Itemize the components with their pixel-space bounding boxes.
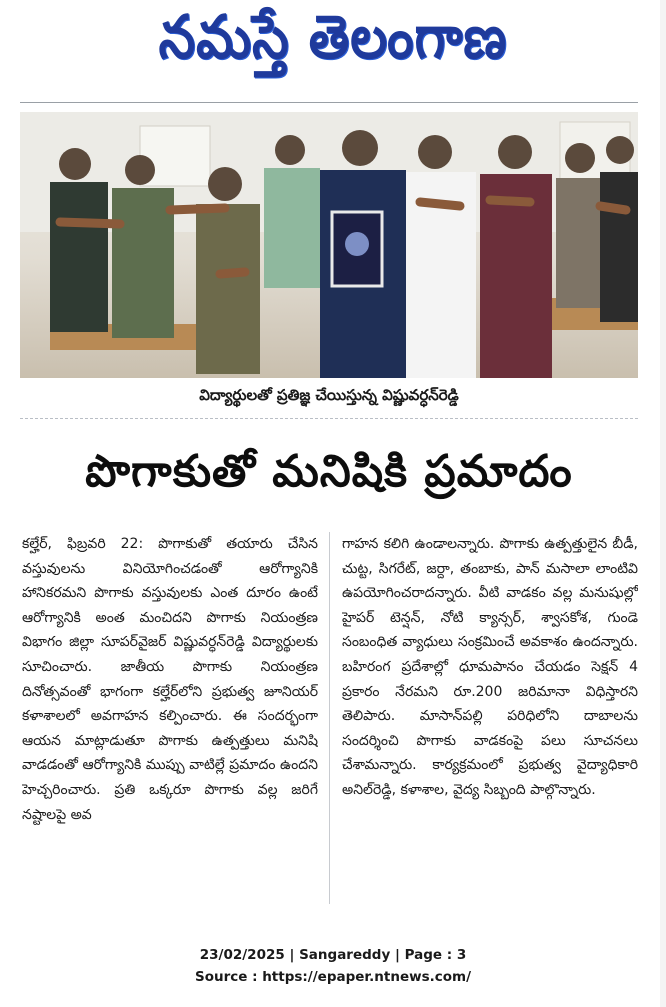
article-body: [22, 532, 638, 912]
news-photo: [20, 112, 638, 378]
masthead: [0, 4, 666, 86]
page-footer: [0, 944, 666, 988]
photo-caption: విద్యార్థులతో ప్రతిజ్ఞ చేయిస్తున్న విష్ణువర్ధన్‌రెడ్డి: [199, 386, 459, 404]
masthead-divider: [20, 102, 638, 103]
edition-info: 23/02/2025 | Sangareddy | Page : 3: [199, 947, 467, 963]
article-paragraph-left: కల్హేర్, ఫిబ్రవరి 22: పొగాకుతో తయారు చేసిన వస్తువులను వినియోగించడంతో ఆరోగ్యానికి హానికరమని పొగాకు వస్తువులకు ఎంత దూరం ఉంటే ఆరోగ్యానికి అంత మంచిదని పొగాకు నియంత్రణ విభాగం జిల్లా సూపర్‌వైజర్ విష్ణువర్ధన్‌రెడ్డి విద్యార్థులకు సూచించారు. జాతీయ పొగాకు నియంత్రణ దినోత్సవంతో భాగంగా కల్హేర్‌లోని ప్రభుత్వ జూనియర్ కళాశాలలో అవగాహన కల్పించారు. ఈ సందర్భంగా ఆయన మాట్లాడుతూ పొగాకు ఉత్పత్తులు మనిషి వాడడంతో ఆరోగ్యానికి ముప్పు వాటిల్లే ప్రమాదం ఉందని హెచ్చరించారు. ప్రతి ఒక్కరూ పొగాకు వల్ల జరిగే నష్టాలపై అవ: [22, 536, 318, 823]
article-column-right: [342, 532, 638, 912]
source-link[interactable]: Source : https://epaper.ntnews.com/: [194, 969, 472, 985]
article-paragraph-right: గాహన కలిగి ఉండాలన్నారు. పొగాకు ఉత్పత్తులైన బీడీ, చుట్ట, సిగరేట్, జర్దా, తంబాకు, పాన్ మసాలా లాంటివి ఉపయోగించరాదన్నారు. వీటి వాడకం వల్ల మనుషుల్లో హైపర్ టెన్షన్, నోటి క్యాన్సర్, శ్వాసకోశ, గుండె సంబంధిత వ్యాధులు సంక్రమించే అవకాశం ఉందన్నారు. బహిరంగ ప్రదేశాల్లో ధూమపానం చేయడం సెక్షన్ 4 ప్రకారం నేరమని రూ.200 జరిమానా విధిస్తారని తెలిపారు. మాసాన్‌పల్లి పరిధిలోని దాబాలను సందర్శించి పొగాకు వాడకంపై పలు సూచనలు చేశామన్నారు. కార్యక్రమంలో ప్రభుత్వ వైద్యాధికారి అనిల్‌రెడ్డి, కళాశాల, వైద్య సిబ్బంది పాల్గొన్నారు.: [342, 536, 638, 798]
article-headline: పొగాకుతో మనిషికి ప్రమాదం: [85, 446, 573, 497]
column-divider: [329, 532, 330, 904]
page-scrollbar-track: [660, 0, 666, 1007]
students-pledge-image: [20, 112, 638, 378]
newspaper-logo: నమస్తే తెలంగాణ: [158, 3, 508, 73]
article-column-left: [22, 532, 318, 912]
caption-divider: [20, 418, 638, 419]
